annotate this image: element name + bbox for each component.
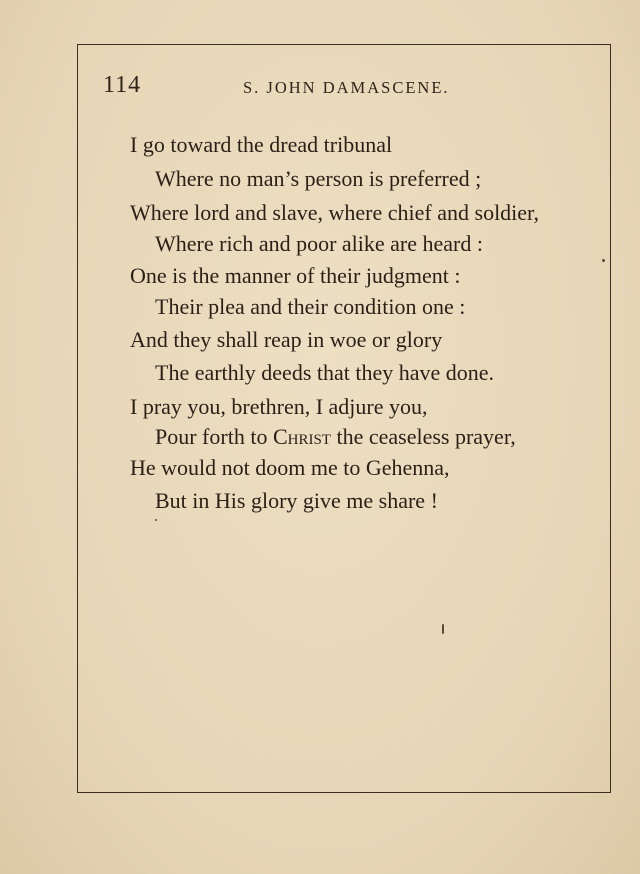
paper-speck (442, 624, 444, 634)
line-text-before: Pour forth to (155, 424, 273, 449)
page-number: 114 (103, 72, 142, 98)
running-head: S. JOHN DAMASCENE. (243, 78, 450, 97)
paper-speck (602, 259, 605, 262)
poem-line: The earthly deeds that they have done. (155, 360, 495, 385)
poem-line: Where no man’s person is preferred ; (155, 166, 482, 191)
poem-line: Where lord and slave, where chief and soldier, (130, 200, 539, 225)
poem-line: But in His glory give me share ! (155, 488, 438, 513)
poem-line: He would not doom me to Gehenna, (130, 455, 450, 480)
paper-speck (155, 519, 157, 521)
line-text-after: the ceaseless prayer, (330, 424, 516, 449)
poem-line: Where rich and poor alike are heard : (155, 231, 483, 256)
page-header (0, 72, 640, 102)
christ-smallcaps: Christ (272, 424, 331, 449)
poem-line: Their plea and their condition one : (155, 294, 466, 319)
poem-line: I go toward the dread tribunal (130, 132, 393, 157)
poem-line: And they shall reap in woe or glory (130, 327, 443, 352)
poem-line: I pray you, brethren, I adjure you, (130, 394, 428, 419)
poem-line-christ (155, 426, 516, 448)
poem-line: One is the manner of their judgment : (130, 263, 461, 288)
